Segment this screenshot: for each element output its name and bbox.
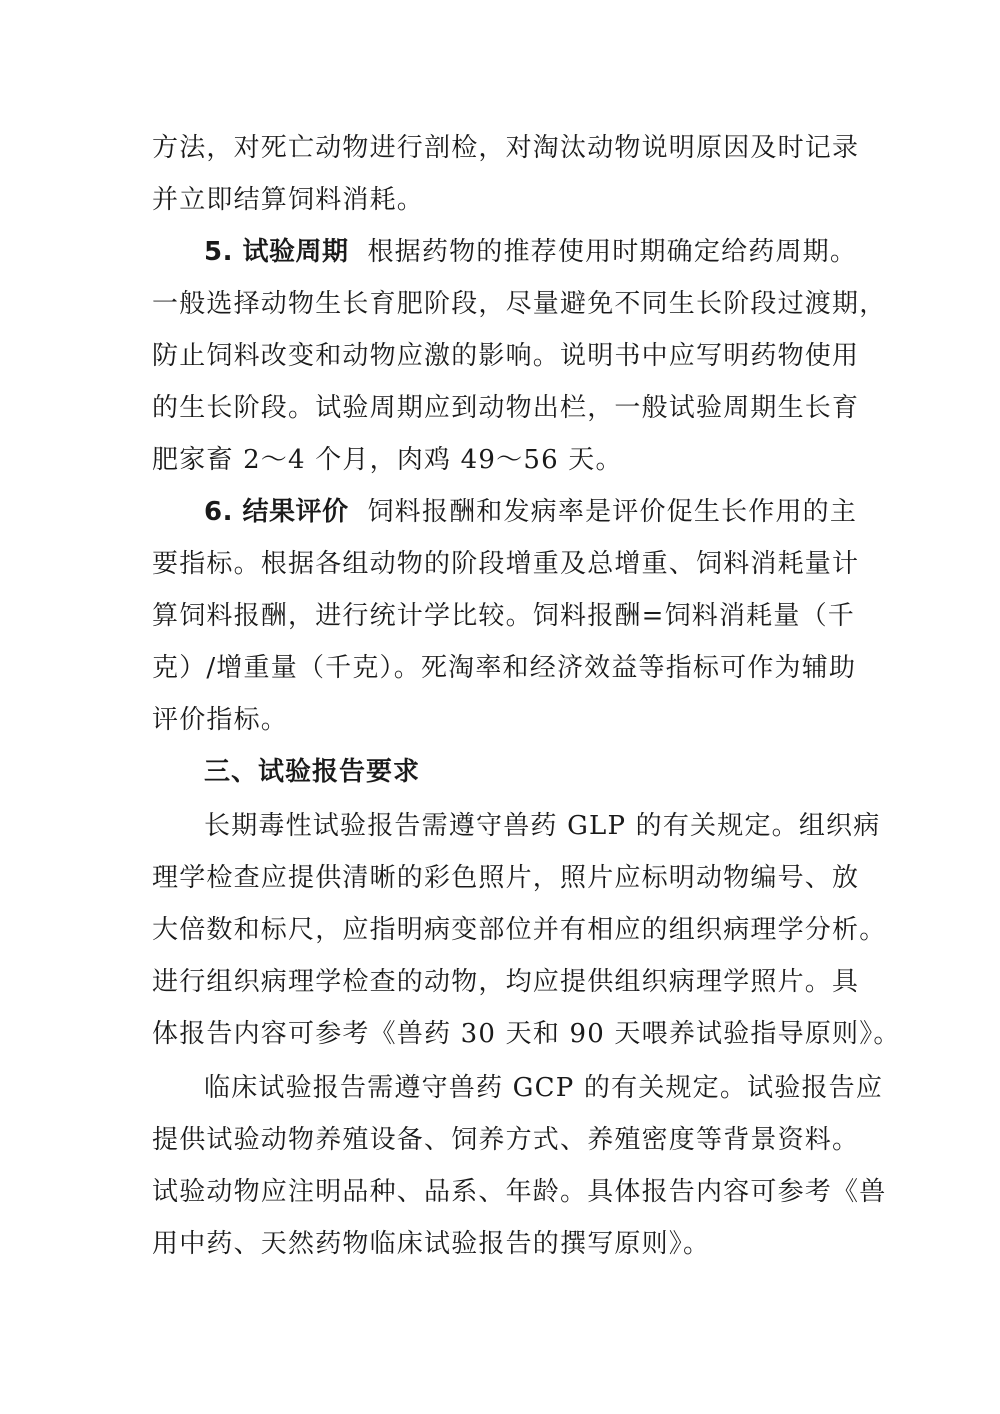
paragraph-line xyxy=(152,962,860,1002)
line-text: 饲料报酬和发病率是评价促生长作用的主 xyxy=(367,497,858,527)
paragraph-line xyxy=(152,284,887,324)
section-6-line xyxy=(204,492,858,532)
paragraph-line xyxy=(152,910,887,950)
paragraph-line xyxy=(152,544,860,584)
paragraph-line xyxy=(152,1224,852,1264)
paragraph-line xyxy=(152,596,855,636)
line-text: 临床试验报告需遵守兽药 GCP 的有关规定。试验报告应 xyxy=(204,1073,884,1103)
paragraph-line xyxy=(204,806,881,846)
paragraph-line xyxy=(152,1172,887,1212)
section-heading xyxy=(204,752,852,792)
paragraph-line xyxy=(152,388,860,428)
line-text: 大倍数和标尺，应指明病变部位并有相应的组织病理学分析。 xyxy=(152,915,887,945)
line-text: 算饲料报酬，进行统计学比较。饲料报酬=饲料消耗量（千 xyxy=(152,601,855,631)
line-text: 一般选择动物生长育肥阶段，尽量避免不同生长阶段过渡期， xyxy=(152,289,887,319)
paragraph-line xyxy=(152,700,852,740)
line-text: 方法，对死亡动物进行剖检，对淘汰动物说明原因及时记录 xyxy=(152,133,860,163)
line-text: 长期毒性试验报告需遵守兽药 GLP 的有关规定。组织病 xyxy=(204,811,881,841)
heading-text: 三、试验报告要求 xyxy=(204,757,421,787)
paragraph-line xyxy=(204,1068,884,1108)
section-6-title: 6. 结果评价 xyxy=(204,497,349,527)
line-text: 的生长阶段。试验周期应到动物出栏，一般试验周期生长育 xyxy=(152,393,860,423)
section-5-line xyxy=(204,232,858,272)
line-text: 克）/增重量（千克）。死淘率和经济效益等指标可作为辅助 xyxy=(152,653,857,683)
paragraph-line xyxy=(152,1014,901,1054)
line-text: 防止饲料改变和动物应激的影响。说明书中应写明药物使用 xyxy=(152,341,860,371)
line-text: 提供试验动物养殖设备、饲养方式、养殖密度等背景资料。 xyxy=(152,1125,860,1155)
line-text: 并立即结算饲料消耗。 xyxy=(152,185,425,215)
paragraph-line xyxy=(152,180,852,220)
paragraph-line xyxy=(152,440,852,480)
line-text: 理学检查应提供清晰的彩色照片，照片应标明动物编号、放 xyxy=(152,863,860,893)
line-text: 肥家畜 2～4 个月，肉鸡 49～56 天。 xyxy=(152,445,623,475)
paragraph-line xyxy=(152,128,860,168)
line-text: 根据药物的推荐使用时期确定给药周期。 xyxy=(367,237,858,267)
line-text: 进行组织病理学检查的动物，均应提供组织病理学照片。具 xyxy=(152,967,860,997)
paragraph-line xyxy=(152,648,857,688)
line-text: 评价指标。 xyxy=(152,705,289,735)
paragraph-line xyxy=(152,1120,860,1160)
line-text: 试验动物应注明品种、品系、年龄。具体报告内容可参考《兽 xyxy=(152,1177,887,1207)
line-text: 用中药、天然药物临床试验报告的撰写原则》。 xyxy=(152,1229,711,1259)
section-5-title: 5. 试验周期 xyxy=(204,237,349,267)
line-text: 要指标。根据各组动物的阶段增重及总增重、饲料消耗量计 xyxy=(152,549,860,579)
line-text: 体报告内容可参考《兽药 30 天和 90 天喂养试验指导原则》。 xyxy=(152,1019,901,1049)
paragraph-line xyxy=(152,336,860,376)
paragraph-line xyxy=(152,858,860,898)
